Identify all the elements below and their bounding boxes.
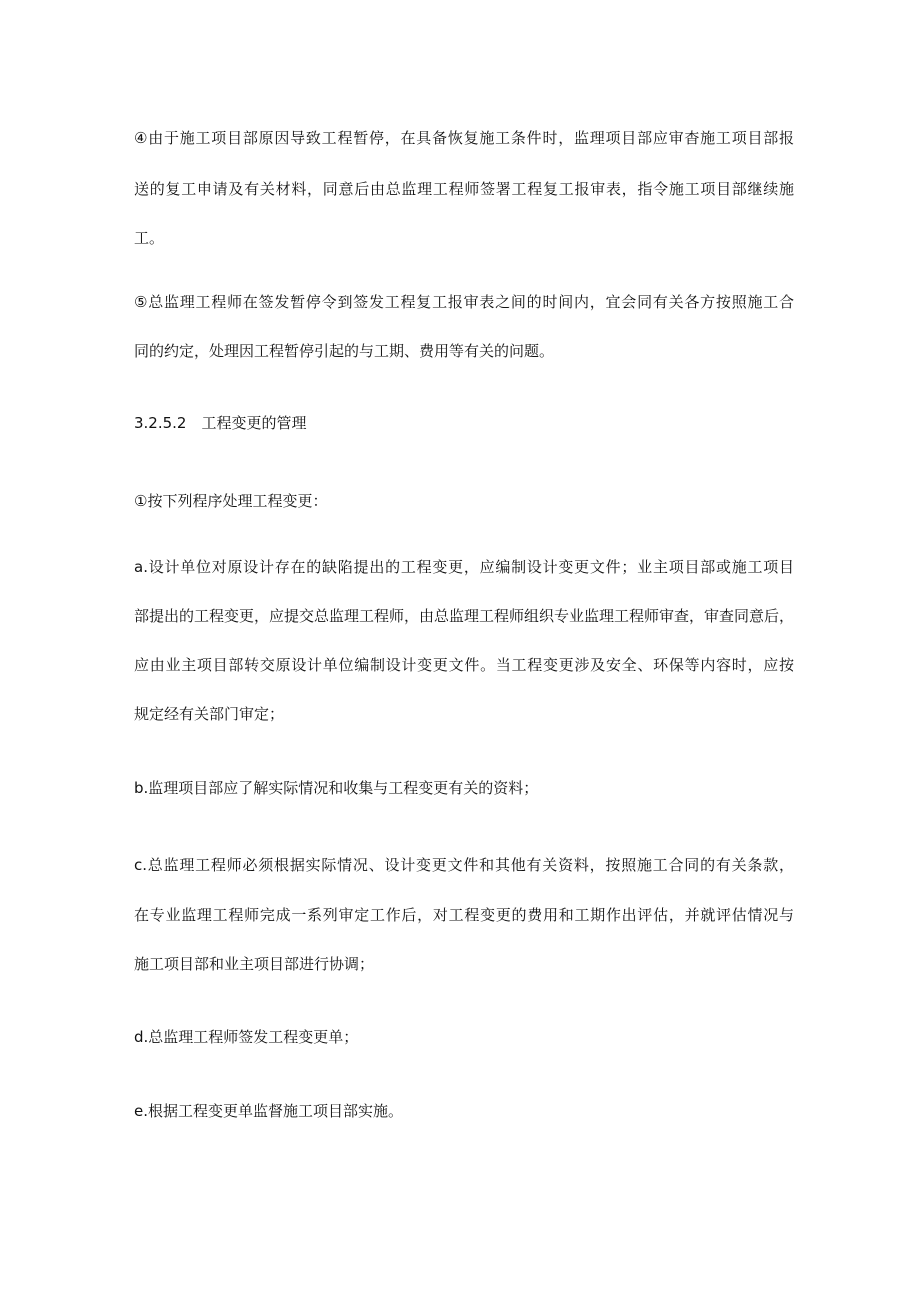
item-e: e.根据工程变更单监督施工项目部实施。	[134, 1102, 403, 1120]
paragraph-4-line-3: 工。	[134, 229, 165, 247]
item-a-line-4: 规定经有关部门审定；	[134, 705, 285, 723]
item-a-line-3: 应由业主项目部转交原设计单位编制设计变更文件。当工程变更涉及安全、环保等内容时，应按	[134, 656, 794, 674]
item-a-line-1: a.设计单位对原设计存在的缺陷提出的工程变更，应编制设计变更文件；业主项目部或施工项目	[134, 558, 794, 576]
item-d: d.总监理工程师签发工程变更单；	[134, 1028, 359, 1046]
item-c-line-2: 在专业监理工程师完成一系列审定工作后，对工程变更的费用和工期作出评估，并就评估情况与	[134, 906, 794, 924]
paragraph-4-line-2: 送的复工申请及有关材料，同意后由总监理工程师签署工程复工报审表，指令施工项目部继续施	[134, 180, 794, 198]
item-c-line-1: c.总监理工程师必须根据实际情况、设计变更文件和其他有关资料，按照施工合同的有关条款，	[134, 856, 794, 874]
section-heading: 3.2.5.2 工程变更的管理	[134, 414, 307, 432]
item-a-line-2: 部提出的工程变更，应提交总监理工程师，由总监理工程师组织专业监理工程师审查，审查同意后，	[134, 607, 794, 625]
paragraph-5-line-2: 同的约定，处理因工程暂停引起的与工期、费用等有关的问题。	[134, 342, 555, 360]
item-c-line-3: 施工项目部和业主项目部进行协调；	[134, 955, 375, 973]
procedure-intro: ①按下列程序处理工程变更：	[134, 492, 328, 510]
paragraph-4-line-1: ④由于施工项目部原因导致工程暂停，在具备恢复施工条件时，监理项目部应审杳施工项目部报	[134, 129, 794, 147]
item-b: b.监理项目部应了解实际情况和收集与工程变更有关的资料；	[134, 779, 539, 797]
paragraph-5-line-1: ⑤总监理工程师在签发暂停令到签发工程复工报审表之间的时间内，宜会同有关各方按照施工合	[134, 293, 794, 311]
